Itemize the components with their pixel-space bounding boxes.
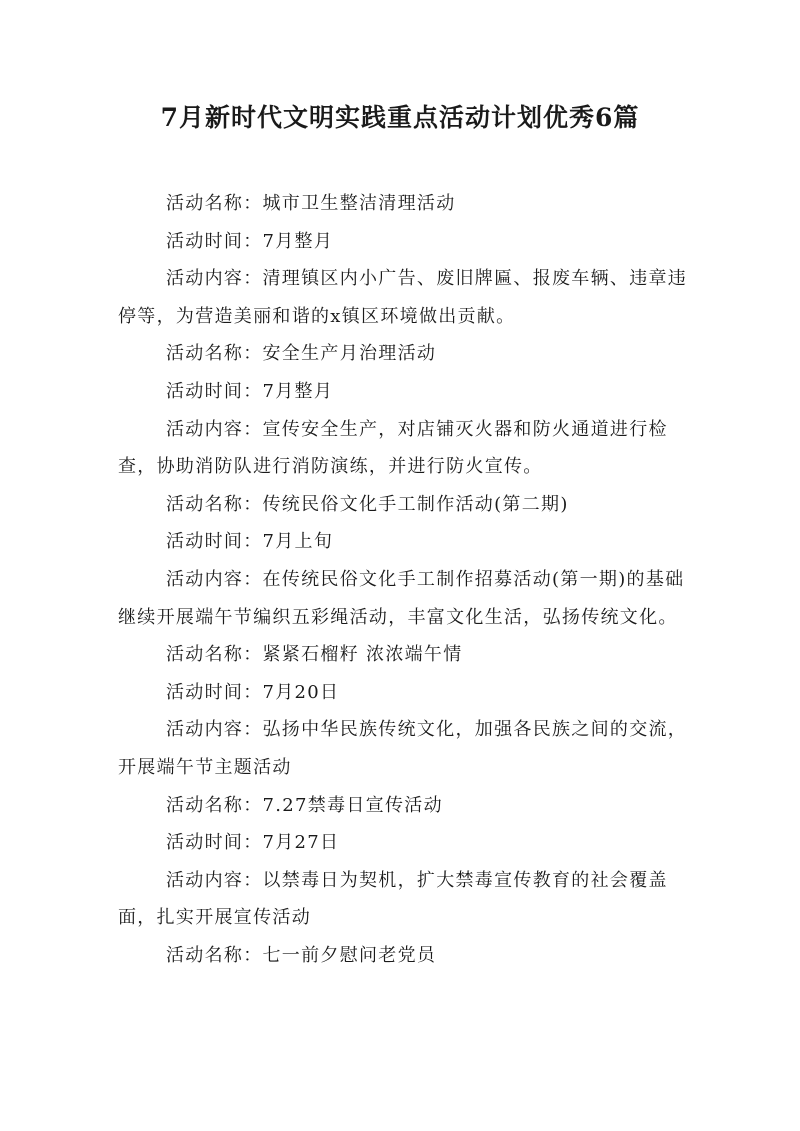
activity-time-paragraph: 活动时间：7月上旬 bbox=[166, 531, 334, 553]
activity-name-paragraph: 活动名称：传统民俗文化手工制作活动(第二期) bbox=[166, 493, 569, 515]
activity-time-paragraph: 活动时间：7月整月 bbox=[166, 380, 334, 402]
activity-name-paragraph: 活动名称：7.27禁毒日宣传活动 bbox=[166, 794, 443, 816]
activity-name-paragraph: 活动名称：紧紧石榴籽 浓浓端午情 bbox=[166, 644, 463, 666]
activity-content-paragraph: 活动内容：在传统民俗文化手工制作招募活动(第一期)的基础继续开展端午节编织五彩绳活动，丰富文化生活，弘扬传统文化。 bbox=[118, 568, 685, 628]
activity-name-paragraph: 活动名称：城市卫生整洁清理活动 bbox=[166, 193, 456, 214]
activity-time-paragraph: 活动时间：7月20日 bbox=[166, 681, 340, 703]
document-body bbox=[118, 185, 698, 974]
activity-content-paragraph: 活动内容：以禁毒日为契机，扩大禁毒宣传教育的社会覆盖面，扎实开展宣传活动 bbox=[118, 869, 668, 929]
activity-time-paragraph: 活动时间：7月27日 bbox=[166, 832, 340, 854]
activity-content-paragraph: 活动内容：宣传安全生产，对店铺灭火器和防火通道进行检查，协助消防队进行消防演练，并进行防火宣传。 bbox=[118, 418, 668, 478]
activity-name-paragraph: 活动名称：安全生产月治理活动 bbox=[166, 343, 437, 365]
activity-content-paragraph: 活动内容：弘扬中华民族传统文化，加强各民族之间的交流，开展端午节主题活动 bbox=[118, 719, 688, 778]
activity-name-paragraph: 活动名称：七一前夕慰问老党员 bbox=[166, 944, 437, 966]
activity-content-paragraph: 活动内容：清理镇区内小广告、废旧牌匾、报废车辆、违章违停等，为营造美丽和谐的x镇区环境做出贡献。 bbox=[118, 268, 688, 327]
document-title: 7月新时代文明实践重点活动计划优秀6篇 bbox=[160, 103, 640, 132]
activity-time-paragraph: 活动时间：7月整月 bbox=[166, 230, 334, 252]
